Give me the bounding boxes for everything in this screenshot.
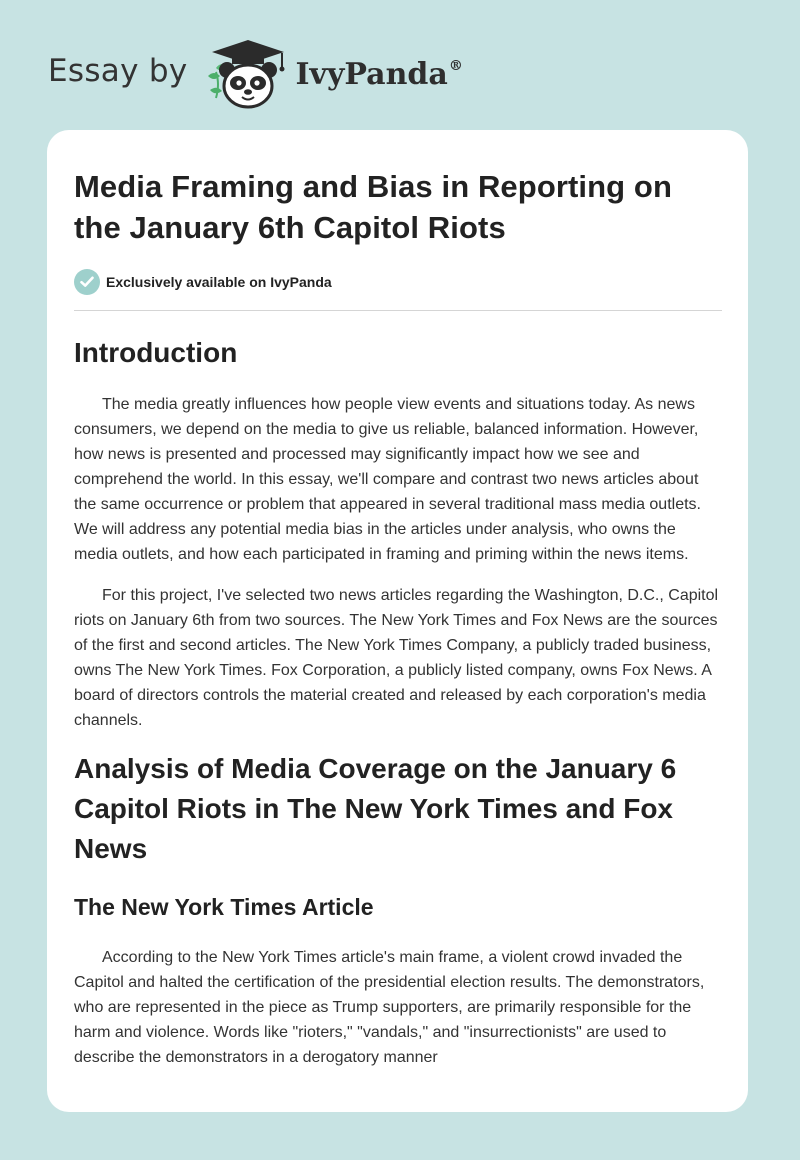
section-heading-introduction: Introduction — [74, 337, 238, 368]
section-heading-analysis: Analysis of Media Coverage on the January 6 Capitol Riots in The New York Times and Fox News — [74, 753, 677, 864]
divider — [74, 310, 722, 311]
page-title: Media Framing and Bias in Reporting on the January 6th Capitol Riots — [74, 169, 673, 245]
exclusive-label: Exclusively available on IvyPanda — [106, 274, 332, 290]
paragraph: According to the New York Times article's main frame, a violent crowd invaded the Capitol and halted the certification of the presidential election results. The demonstrators, who are represented in the piece as Trump supporters, are primarily responsible for the harm and violence. Words like "rioters," "vandals," and "insurrectionists" are used to describe the demonstrators in a derogatory manner — [74, 949, 705, 1066]
paragraph: The media greatly influences how people view events and situations today. As news consumers, we depend on the media to give us reliable, balanced information. However, how news is presented and processed may significantly impact how we see and comprehend the world. In this essay, we'll compare and contrast two news articles about the same occurrence or problem that appeared in several traditional mass media outlets. We will address any potential media bias in the articles under analysis, who owns the media outlets, and how each participated in framing and priming within the news items. — [74, 396, 701, 563]
brand-name[interactable]: IvyPanda® — [295, 56, 463, 92]
site-header — [48, 34, 463, 114]
exclusive-badge — [74, 268, 722, 296]
subheading-nyt-article: The New York Times Article — [74, 894, 374, 920]
essay-by-label: Essay by — [48, 53, 188, 89]
check-circle-icon — [74, 269, 100, 295]
panda-graduate-icon — [202, 36, 292, 112]
paragraph: For this project, I've selected two news articles regarding the Washington, D.C., Capitol riots on January 6th from two sources. The New York Times and Fox News are the sources of the first and second articles. The New York Times Company, a publicly traded business, owns The New York Times. Fox Corporation, a publicly listed company, owns Fox News. A board of directors controls the material created and released by each corporation's media channels. — [74, 587, 719, 729]
essay-card — [47, 130, 748, 1112]
